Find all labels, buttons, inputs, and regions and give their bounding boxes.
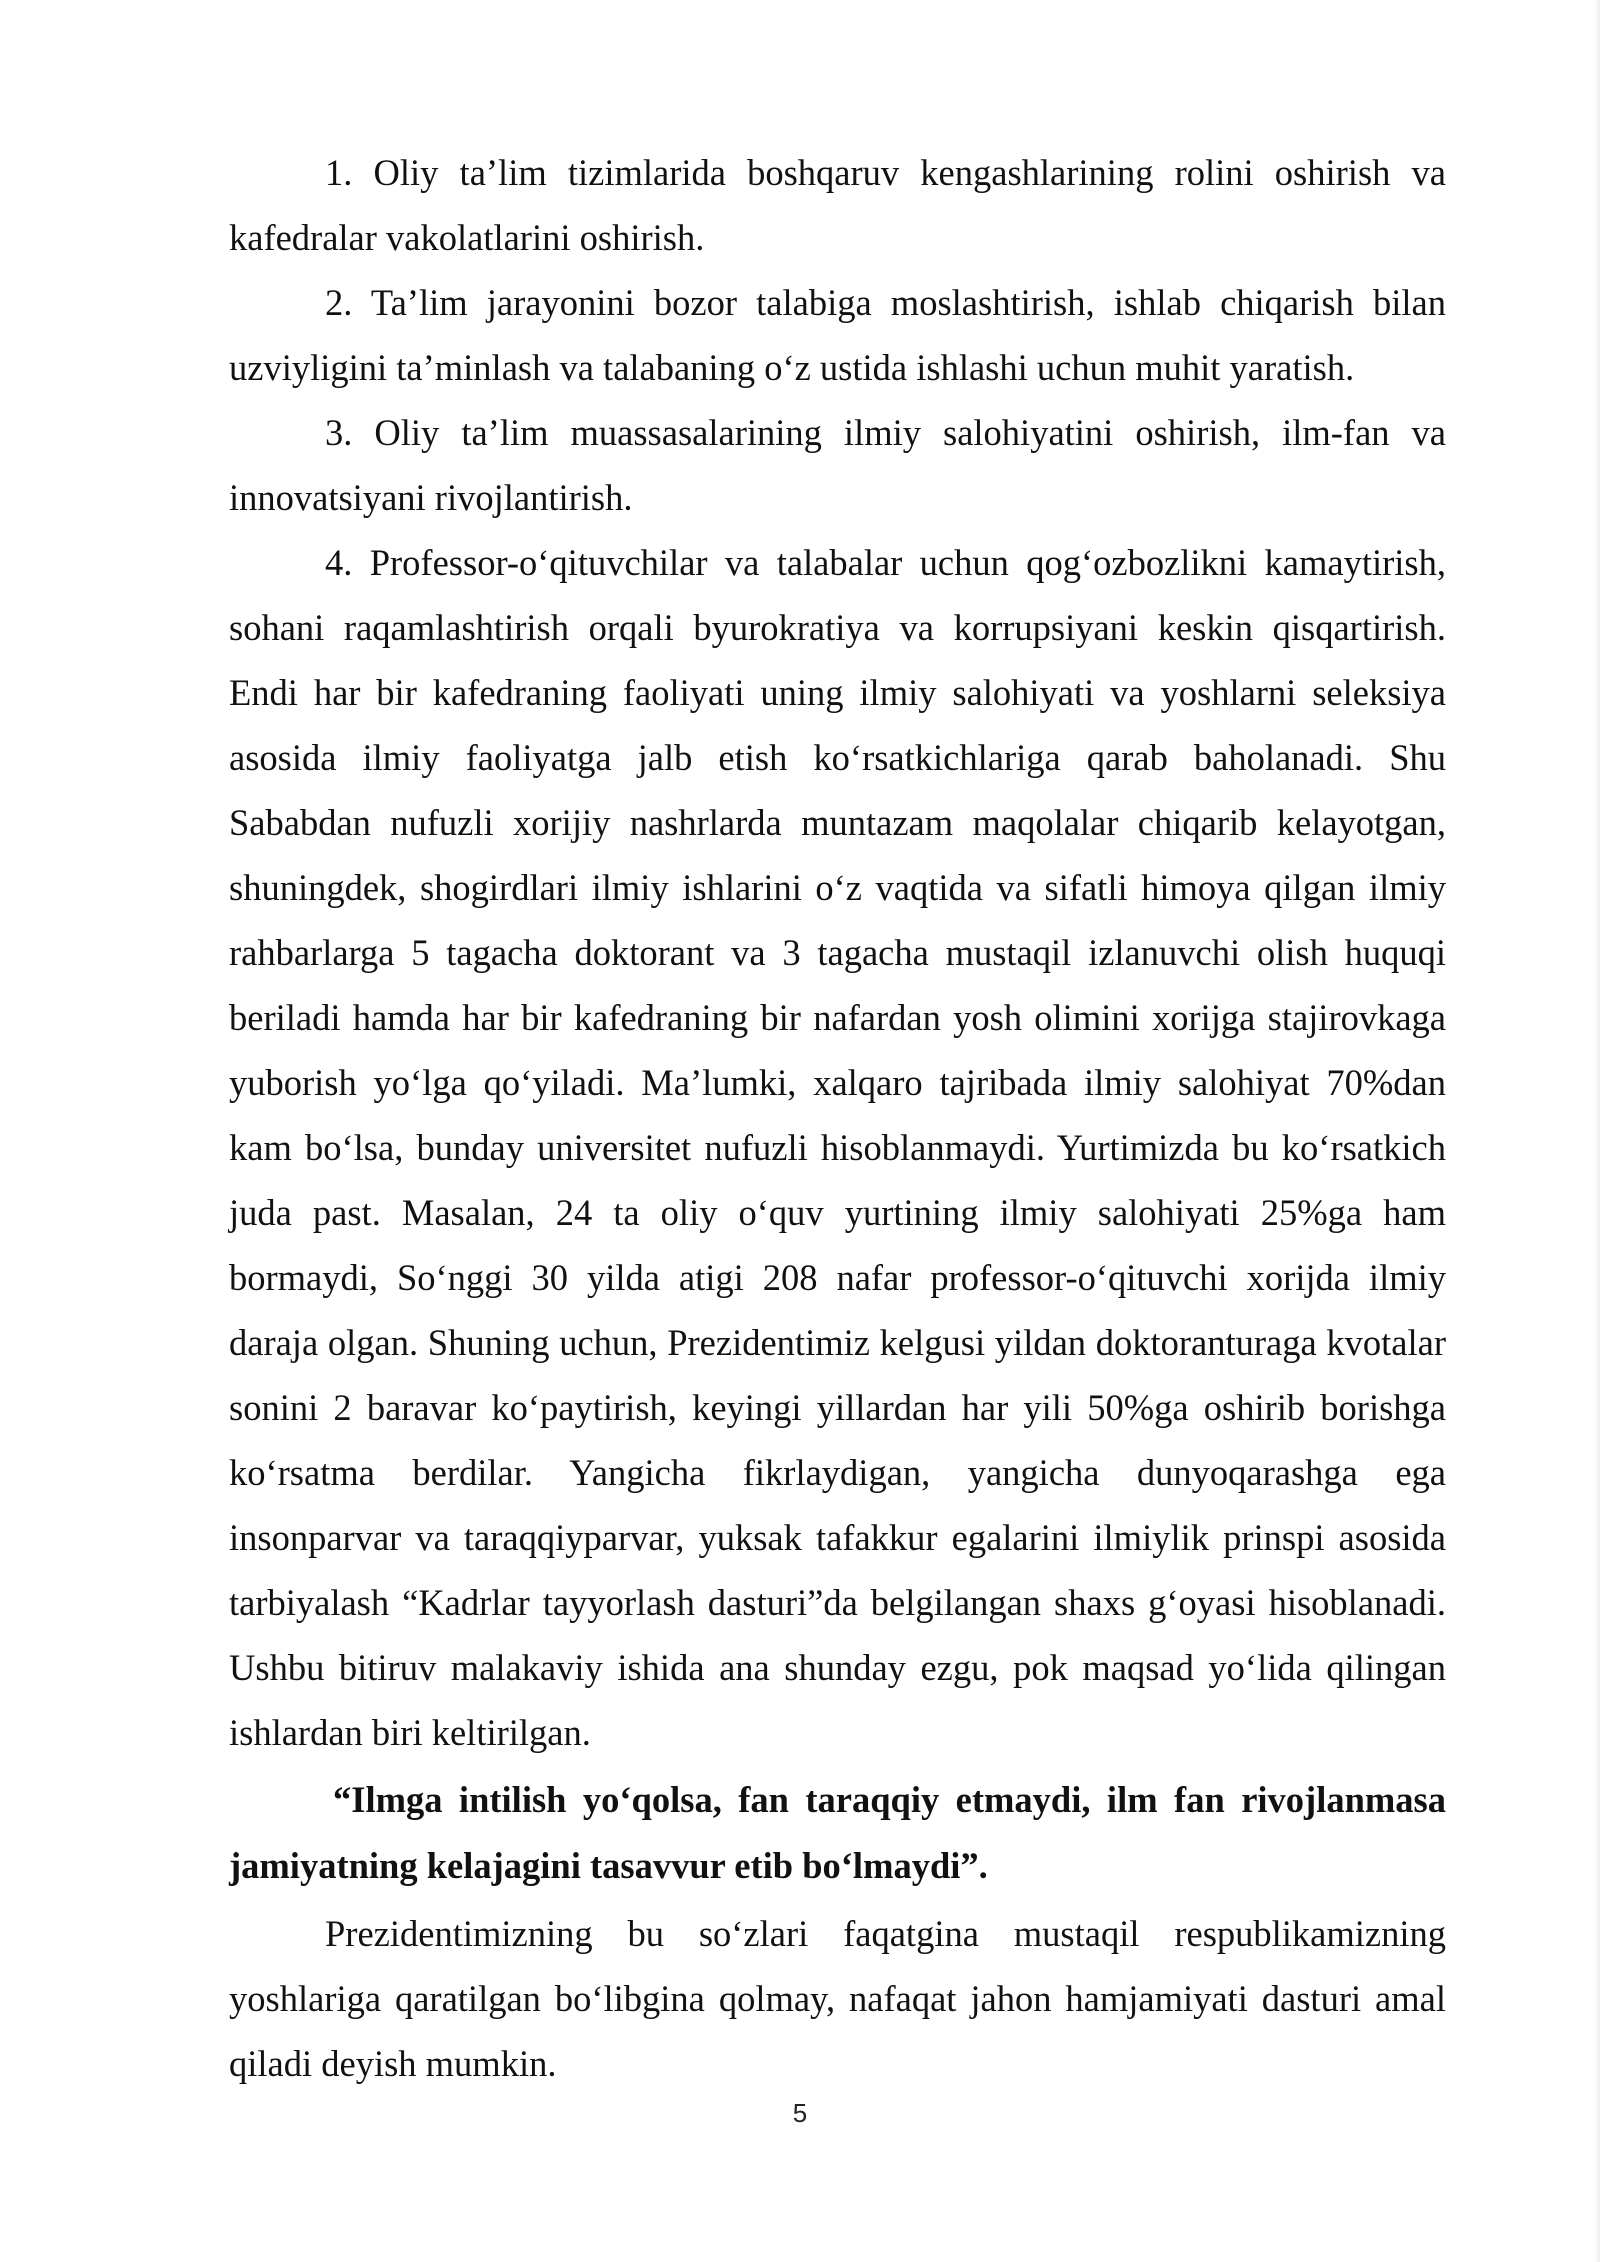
list-item-3: 3. Oliy ta’lim muassasalarining ilmiy salohiyatini oshirish, ilm-fan va innovatsiyani rivojlantirish. xyxy=(229,412,1446,518)
page-number: 5 xyxy=(792,2098,808,2128)
quote-paragraph: “Ilmga intilish yo‘qolsa, fan taraqqiy etmaydi, ilm fan rivojlanmasa jamiyatning kelajagini tasavvur etib bo‘lmaydi”. xyxy=(229,1779,1446,1886)
list-item-2: 2. Ta’lim jarayonini bozor talabiga moslashtirish, ishlab chiqarish bilan uzviyligini ta’minlash va talabaning o‘z ustida ishlashi uchun muhit yaratish. xyxy=(229,282,1446,388)
page-edge-shadow xyxy=(1594,0,1600,2262)
list-item-1: 1. Oliy ta’lim tizimlarida boshqaruv kengashlarining rolini oshirish va kafedralar vakolatlarini oshirish. xyxy=(229,152,1446,258)
list-item-4: 4. Professor-o‘qituvchilar va talabalar uchun qog‘ozbozlikni kamaytirish, sohani raqamlashtirish orqali byurokratiya va korrupsiyani keskin qisqartirish. Endi har bir kafedraning faoliyati uning ilmiy salohiyati va yoshlarni seleksiya asosida ilmiy faoliyatga jalb etish ko‘rsatkichlariga qarab baholanadi. Shu Sababdan nufuzli xorijiy nashrlarda muntazam maqolalar chiqarib kelayotgan, shuningdek, shogirdlari ilmiy ishlarini o‘z vaqtida va sifatli himoya qilgan ilmiy rahbarlarga 5 tagacha doktorant va 3 tagacha mustaqil izlanuvchi olish huquqi beriladi hamda har bir kafedraning bir nafardan yosh olimini xorijga stajirovkaga yuborish yo‘lga qo‘yiladi. Ma’lumki, xalqaro tajribada ilmiy salohiyat 70%dan kam bo‘lsa, bunday universitet nufuzli hisoblanmaydi. Yurtimizda bu ko‘rsatkich juda past. Masalan, 24 ta oliy o‘quv yurtining ilmiy salohiyati 25%ga ham bormaydi, So‘nggi 30 yilda atigi 208 nafar professor-o‘qituvchi xorijda ilmiy daraja olgan. Shuning uchun, Prezidentimiz kelgusi yildan doktoranturaga kvotalar sonini 2 baravar ko‘paytirish, keyingi yillardan har yili 50%ga oshirib borishga ko‘rsatma berdilar. Yangicha fikrlaydigan, yangicha dunyoqarashga ega insonparvar va taraqqiyparvar, yuksak tafakkur egalarini ilmiylik prinspi asosida tarbiyalash “Kadrlar tayyorlash dasturi”da belgilangan shaxs g‘oyasi hisoblanadi. Ushbu bitiruv malakaviy ishida ana shunday ezgu, pok maqsad yo‘lida qilingan ishlardan biri keltirilgan. xyxy=(229,542,1446,1753)
closing-paragraph: Prezidentimizning bu so‘zlari faqatgina mustaqil respublikamizning yoshlariga qaratilgan bo‘libgina qolmay, nafaqat jahon hamjamiyati dasturi amal qiladi deyish mumkin. xyxy=(229,1913,1446,2084)
document-page-body xyxy=(229,140,1446,2096)
